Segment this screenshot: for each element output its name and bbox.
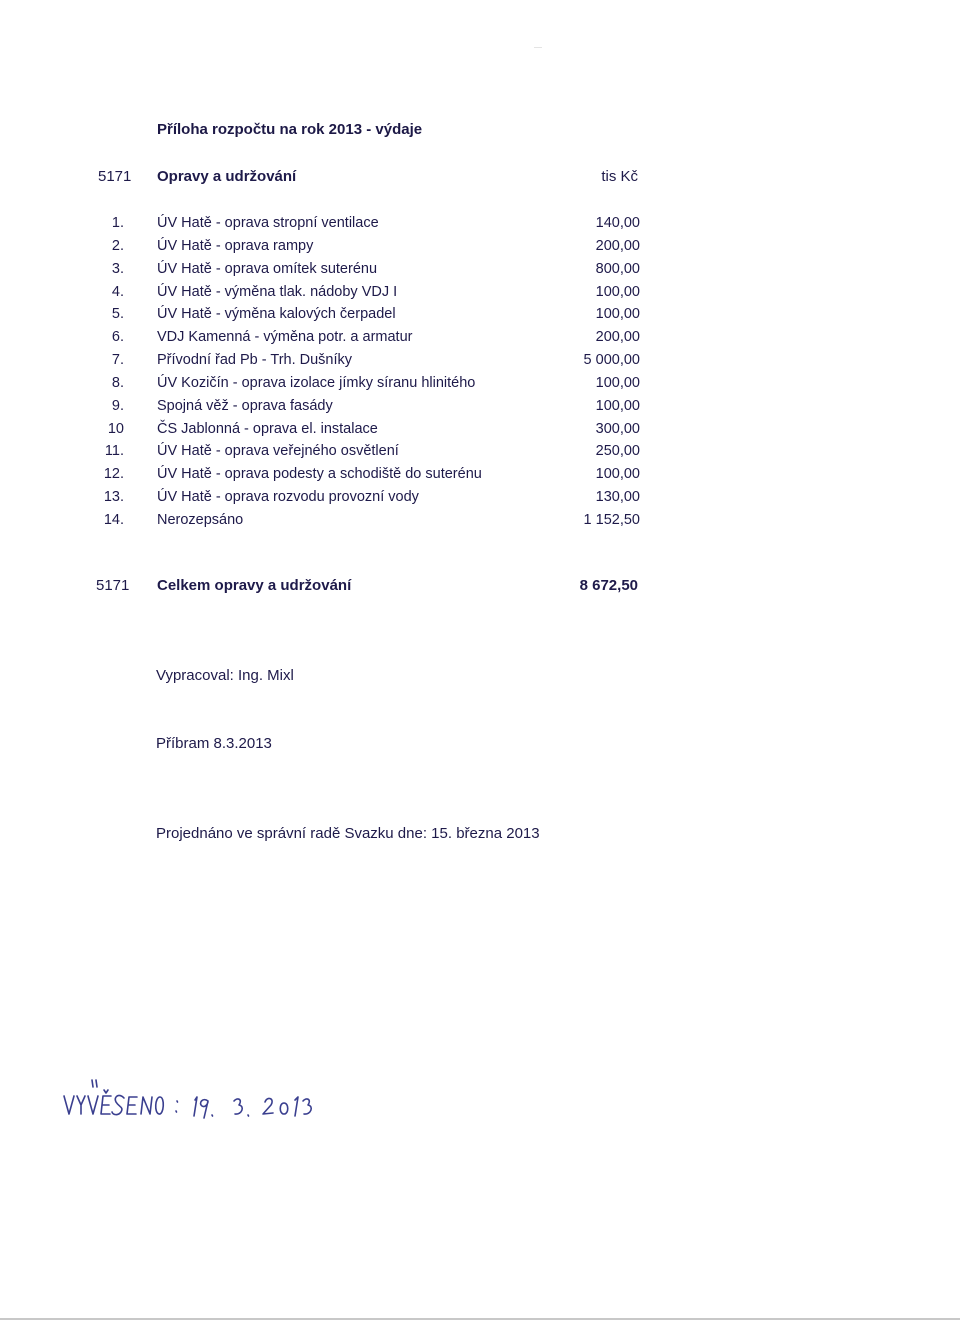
item-amount: 300,00 xyxy=(595,420,640,437)
item-amount: 200,00 xyxy=(595,237,640,254)
item-description: ÚV Hatě - oprava rampy xyxy=(157,237,314,254)
list-item xyxy=(0,487,960,510)
approval-note: Projednáno ve správní radě Svazku dne: 15. března 2013 xyxy=(156,825,540,842)
list-item xyxy=(0,373,960,396)
total-label: Celkem opravy a udržování xyxy=(157,577,352,594)
list-item xyxy=(0,350,960,373)
item-description: ČS Jablonná - oprava el. instalace xyxy=(157,420,378,437)
list-item xyxy=(0,259,960,282)
total-amount: 8 672,50 xyxy=(579,577,638,594)
item-description: Spojná věž - oprava fasády xyxy=(157,397,333,414)
list-item xyxy=(0,441,960,464)
prepared-by: Vypracoval: Ing. Mixl xyxy=(156,667,294,684)
item-amount: 100,00 xyxy=(595,466,640,483)
handwritten-posting-date xyxy=(62,1068,362,1138)
item-number: 8. xyxy=(111,374,124,391)
item-description: ÚV Hatě - oprava rozvodu provozní vody xyxy=(157,489,419,506)
list-item xyxy=(0,464,960,487)
item-number: 13. xyxy=(103,489,124,506)
item-description: VDJ Kamenná - výměna potr. a armatur xyxy=(157,329,413,346)
item-description: Přívodní řad Pb - Trh. Dušníky xyxy=(157,352,353,369)
item-description: ÚV Hatě - oprava stropní ventilace xyxy=(157,215,379,231)
item-description: ÚV Hatě - výměna kalových čerpadel xyxy=(157,306,396,323)
list-item xyxy=(0,282,960,305)
list-item xyxy=(0,236,960,259)
list-item xyxy=(0,396,960,419)
item-description: ÚV Hatě - výměna tlak. nádoby VDJ I xyxy=(157,283,398,300)
item-number: 12. xyxy=(103,466,124,483)
items-list xyxy=(0,213,960,533)
item-amount: 140,00 xyxy=(595,215,640,231)
item-amount: 130,00 xyxy=(595,489,640,506)
item-amount: 100,00 xyxy=(595,374,640,391)
scan-artifact xyxy=(534,47,542,48)
item-amount: 1 152,50 xyxy=(583,511,640,528)
item-description: ÚV Hatě - oprava omítek suterénu xyxy=(157,260,378,277)
item-number: 14. xyxy=(103,511,124,528)
item-number: 10 xyxy=(107,420,124,437)
total-code: 5171 xyxy=(96,577,130,594)
item-description: ÚV Kozičín - oprava izolace jímky síranu hlinitého xyxy=(157,374,476,391)
section-code: 5171 xyxy=(98,168,132,185)
item-number: 11. xyxy=(104,443,124,460)
item-description: ÚV Hatě - oprava veřejného osvětlení xyxy=(157,443,399,460)
item-amount: 100,00 xyxy=(595,397,640,414)
item-description: ÚV Hatě - oprava podesty a schodiště do suterénu xyxy=(157,466,482,483)
place-date: Příbram 8.3.2013 xyxy=(156,735,272,752)
list-item xyxy=(0,419,960,442)
item-number: 7. xyxy=(111,352,124,369)
item-number: 1. xyxy=(111,215,124,231)
unit-label: tis Kč xyxy=(601,168,638,185)
list-item xyxy=(0,327,960,350)
item-amount: 5 000,00 xyxy=(583,352,640,369)
item-number: 6. xyxy=(111,329,124,346)
list-item xyxy=(0,304,960,327)
item-number: 5. xyxy=(111,306,124,323)
item-amount: 100,00 xyxy=(595,283,640,300)
list-item xyxy=(0,213,960,236)
item-number: 2. xyxy=(111,237,124,254)
item-amount: 100,00 xyxy=(595,306,640,323)
item-amount: 200,00 xyxy=(595,329,640,346)
item-amount: 250,00 xyxy=(595,443,640,460)
item-number: 4. xyxy=(111,283,124,300)
scan-edge-line xyxy=(0,1318,960,1320)
item-number: 3. xyxy=(111,260,124,277)
item-number: 9. xyxy=(111,397,124,414)
section-name: Opravy a udržování xyxy=(157,168,297,185)
item-amount: 800,00 xyxy=(595,260,640,277)
page-title: Příloha rozpočtu na rok 2013 - výdaje xyxy=(157,121,423,138)
list-item xyxy=(0,510,960,533)
item-description: Nerozepsáno xyxy=(157,511,244,528)
